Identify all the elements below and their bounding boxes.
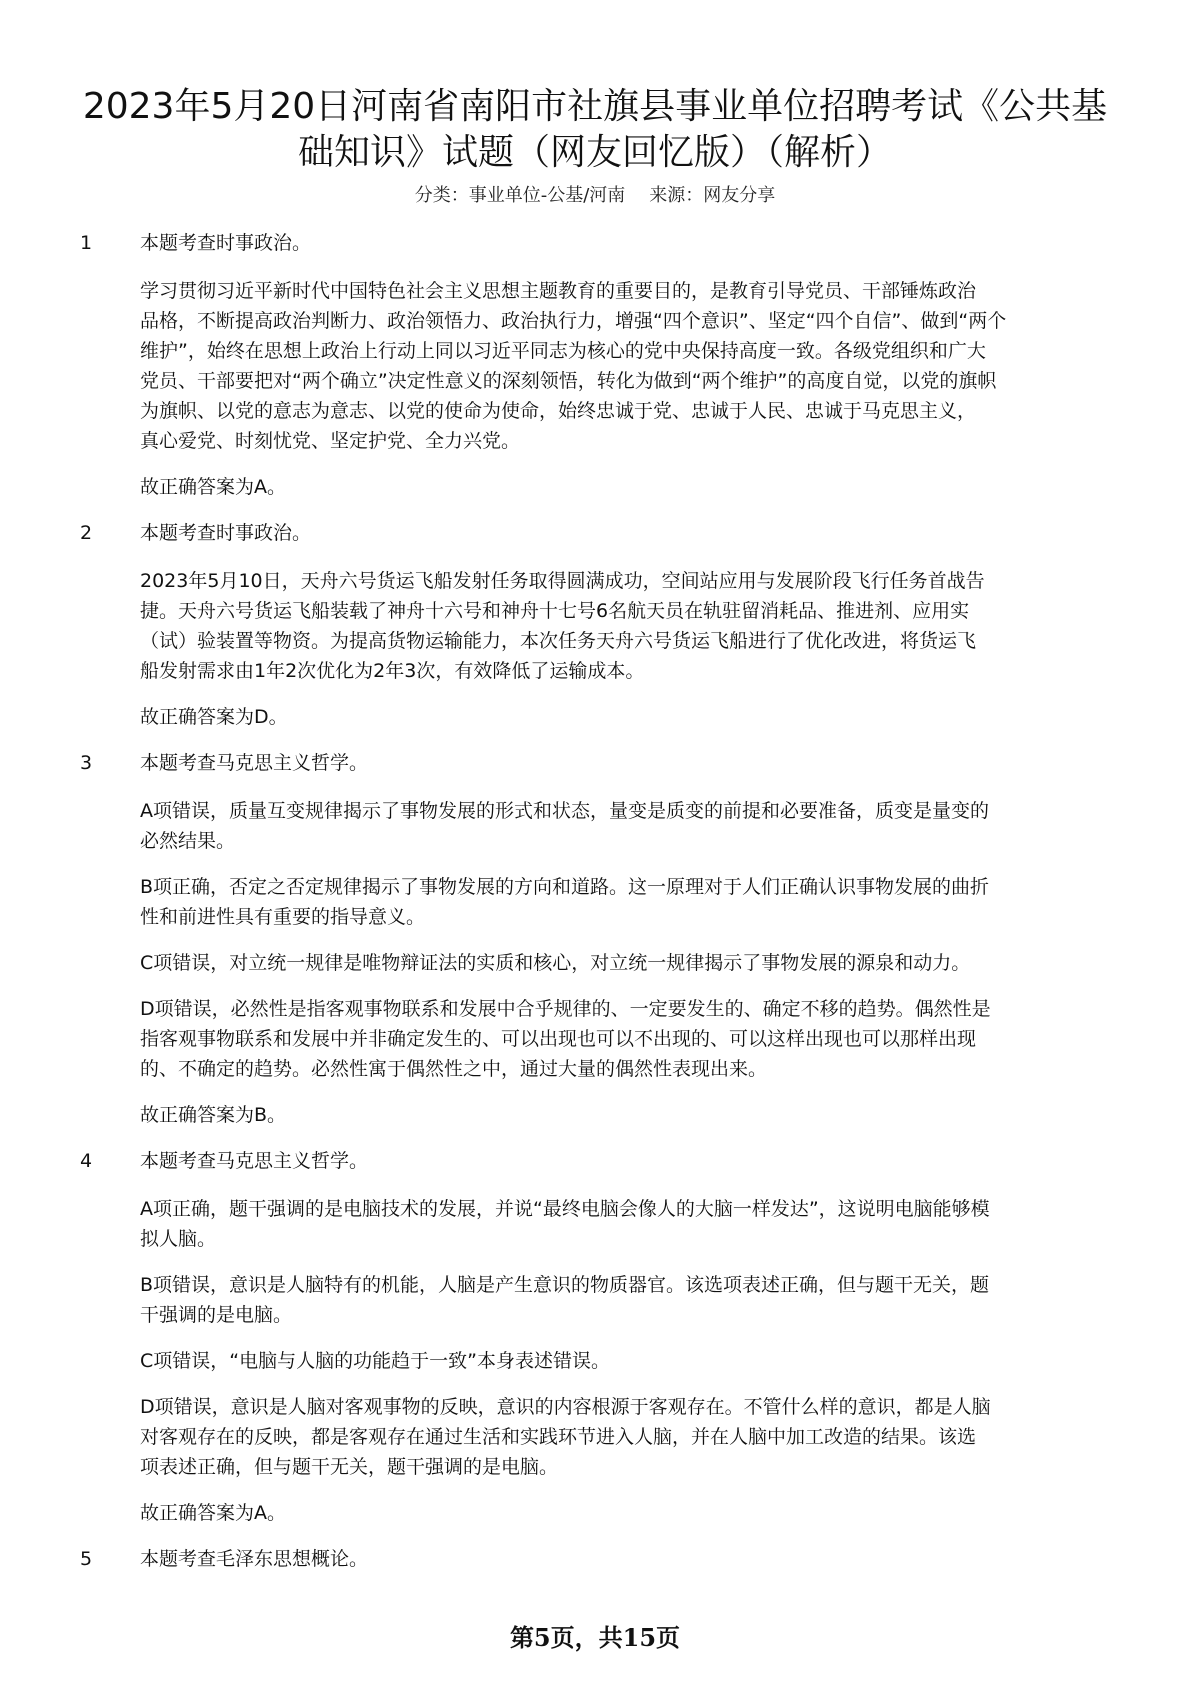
question-item [0,518,1190,732]
paragraph-line: （试）验装置等物资。为提高货物运输能力，本次任务天舟六号货运飞船进行了优化改进，将货运飞 [140,630,977,652]
question-header [0,1544,1190,1574]
question-item [0,1544,1190,1574]
question-number: 2 [80,522,93,544]
explanation-paragraph [140,1194,1085,1254]
explanation-paragraph [140,566,1085,686]
source-label: 来源：网友分享 [649,185,776,206]
explanation-paragraph [140,1392,1085,1482]
question-header [0,518,1190,548]
paragraph-line: 拟人脑。 [140,1228,217,1250]
paragraph-line: B项正确，否定之否定规律揭示了事物发展的方向和道路。这一原理对于人们正确认识事物发展的曲折 [140,876,990,898]
paragraph-line: 性和前进性具有重要的指导意义。 [140,906,426,928]
title-line-1: 2023年5月20日河南省南阳市社旗县事业单位招聘考试《公共基 [82,86,1108,127]
document-title [70,84,1120,176]
paragraph-line: 捷。天舟六号货运飞船装载了神舟十六号和神舟十七号6名航天员在轨驻留消耗品、推进剂、应用实 [140,600,970,622]
question-topic: 本题考查马克思主义哲学。 [140,1150,369,1172]
question-topic: 本题考查毛泽东思想概论。 [140,1548,369,1570]
paragraph-line: A项错误，质量互变规律揭示了事物发展的形式和状态，量变是质变的前提和必要准备，质变是量变的 [140,800,990,822]
paragraph-line: A项正确，题干强调的是电脑技术的发展，并说“最终电脑会像人的大脑一样发达”，这说明电脑能够模 [140,1198,990,1220]
paragraph-line: 党员、干部要把对“两个确立”决定性意义的深刻领悟，转化为做到“两个维护”的高度自觉，以党的旗帜 [140,370,997,392]
question-number: 1 [80,232,93,254]
title-line-2: 础知识》试题（网友回忆版）（解析） [297,132,892,173]
paragraph-line: 真心爱党、时刻忧党、坚定护党、全力兴党。 [140,430,521,452]
explanation-paragraph [140,948,1085,978]
explanation-paragraph [140,994,1085,1084]
explanation-paragraph [140,872,1085,932]
paragraph-line: 故正确答案为D。 [140,706,288,728]
question-topic: 本题考查马克思主义哲学。 [140,752,369,774]
question-number: 3 [80,752,93,774]
category-label: 分类：事业单位-公基/河南 [414,185,626,206]
page-number: 第5页，共15页 [509,1623,681,1652]
answer-list [0,228,1190,1592]
paragraph-line: 故正确答案为A。 [140,476,286,498]
paragraph-line: 干强调的是电脑。 [140,1304,293,1326]
document-meta [0,184,1190,208]
paragraph-line: 对客观存在的反映，都是客观存在通过生活和实践环节进入人脑，并在人脑中加工改造的结果。该选 [140,1426,977,1448]
question-header [0,748,1190,778]
paragraph-line: D项错误，必然性是指客观事物联系和发展中合乎规律的、一定要发生的、确定不移的趋势。偶然性是 [140,998,991,1020]
explanation-paragraph [140,276,1085,456]
question-header [0,1146,1190,1176]
question-header [0,228,1190,258]
paragraph-line: 指客观事物联系和发展中并非确定发生的、可以出现也可以不出现的、可以这样出现也可以那样出现 [140,1028,977,1050]
paragraph-line: C项错误，“电脑与人脑的功能趋于一致”本身表述错误。 [140,1350,610,1372]
explanation-paragraph [140,1100,1085,1130]
question-number: 4 [80,1150,93,1172]
paragraph-line: 为旗帜、以党的意志为意志、以党的使命为使命，始终忠诚于党、忠诚于人民、忠诚于马克思主义， [140,400,977,422]
paragraph-line: 故正确答案为B。 [140,1104,287,1126]
explanation-paragraph [140,702,1085,732]
question-item [0,228,1190,502]
question-number: 5 [80,1548,93,1570]
explanation-paragraph [140,796,1085,856]
paragraph-line: 2023年5月10日，天舟六号货运飞船发射任务取得圆满成功，空间站应用与发展阶段飞行任务首战告 [140,570,985,592]
explanation-paragraph [140,472,1085,502]
explanation-paragraph [140,1498,1085,1528]
paragraph-line: 学习贯彻习近平新时代中国特色社会主义思想主题教育的重要目的，是教育引导党员、干部锤炼政治 [140,280,977,302]
paragraph-line: C项错误，对立统一规律是唯物辩证法的实质和核心，对立统一规律揭示了事物发展的源泉和动力。 [140,952,971,974]
explanation-paragraph [140,1346,1085,1376]
paragraph-line: 维护”，始终在思想上政治上行动上同以习近平同志为核心的党中央保持高度一致。各级党组织和广大 [140,340,986,362]
question-item [0,1146,1190,1528]
paragraph-line: 项表述正确，但与题干无关，题干强调的是电脑。 [140,1456,559,1478]
paragraph-line: 故正确答案为A。 [140,1502,286,1524]
paragraph-line: 船发射需求由1年2次优化为2年3次，有效降低了运输成本。 [140,660,645,682]
paragraph-line: B项错误，意识是人脑特有的机能，人脑是产生意识的物质器官。该选项表述正确，但与题干无关，题 [140,1274,990,1296]
paragraph-line: 的、不确定的趋势。必然性寓于偶然性之中，通过大量的偶然性表现出来。 [140,1058,768,1080]
paragraph-line: 品格，不断提高政治判断力、政治领悟力、政治执行力，增强“四个意识”、坚定“四个自信”、做到“两个 [140,310,1007,332]
paragraph-line: D项错误，意识是人脑对客观事物的反映，意识的内容根源于客观存在。不管什么样的意识，都是人脑 [140,1396,991,1418]
explanation-paragraph [140,1270,1085,1330]
question-topic: 本题考查时事政治。 [140,522,312,544]
question-topic: 本题考查时事政治。 [140,232,312,254]
paragraph-line: 必然结果。 [140,830,236,852]
question-item [0,748,1190,1130]
